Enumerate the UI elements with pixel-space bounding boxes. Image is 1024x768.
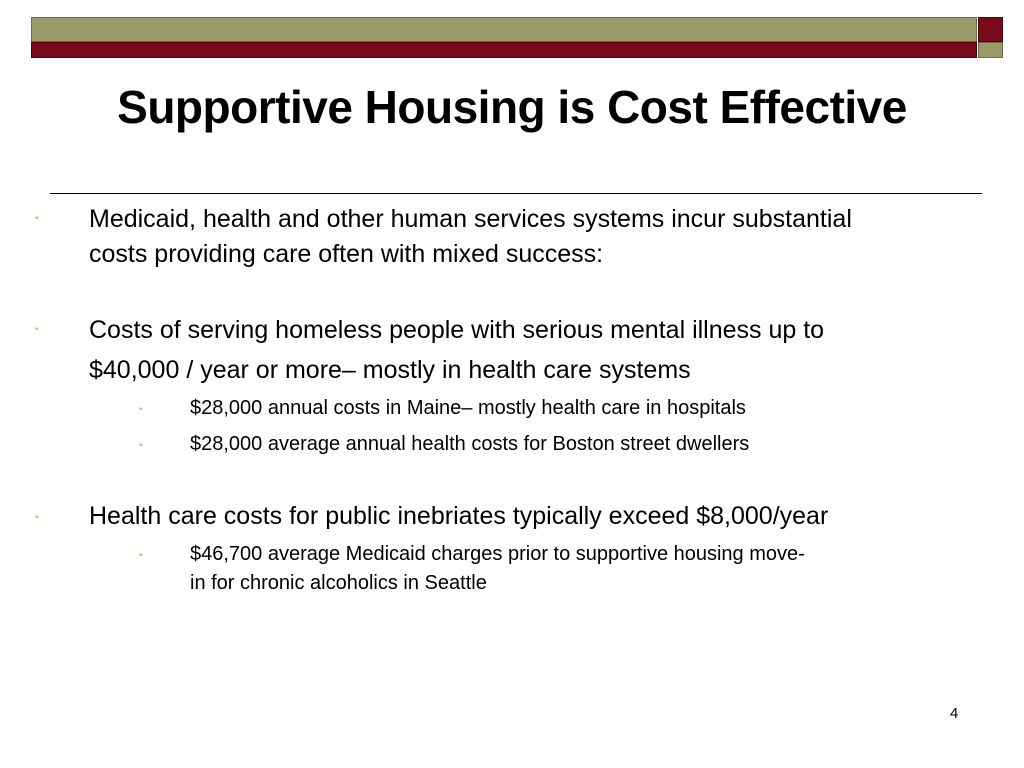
header-maroon-square <box>978 17 1003 42</box>
square-bullet-icon: ▪ <box>139 404 143 415</box>
header-maroon-bar <box>31 42 977 58</box>
slide-title: Supportive Housing is Cost Effective <box>117 81 907 133</box>
square-bullet-icon: ▪ <box>35 512 39 523</box>
bullet-2-sub-2: $28,000 average annual health costs for Boston street dwellers <box>190 433 750 455</box>
bullet-3-sub-1-line-2: in for chronic alcoholics in Seattle <box>190 572 487 594</box>
square-bullet-icon: ▪ <box>139 550 143 561</box>
bullet-3-sub-1-line-1: $46,700 average Medicaid charges prior to supportive housing move- <box>190 543 805 565</box>
header-olive-bar <box>31 17 977 42</box>
bullet-3-line-1: Health care costs for public inebriates typically exceed $8,000/year <box>89 502 829 530</box>
bullet-2-line-1: Costs of serving homeless people with serious mental illness up to <box>89 316 825 344</box>
bullet-1-line-2: costs providing care often with mixed success: <box>89 240 604 268</box>
bullet-1-line-1: Medicaid, health and other human services systems incur substantial <box>89 205 852 233</box>
bullet-2-sub-1: $28,000 annual costs in Maine– mostly health care in hospitals <box>190 397 746 419</box>
title-divider <box>50 193 982 194</box>
header-olive-square <box>978 42 1003 58</box>
page-number: 4 <box>950 705 959 722</box>
square-bullet-icon: ▪ <box>139 440 143 451</box>
square-bullet-icon: ▪ <box>35 213 39 224</box>
square-bullet-icon: ▪ <box>35 324 39 335</box>
bullet-2-line-2: $40,000 / year or more– mostly in health care systems <box>89 356 691 384</box>
